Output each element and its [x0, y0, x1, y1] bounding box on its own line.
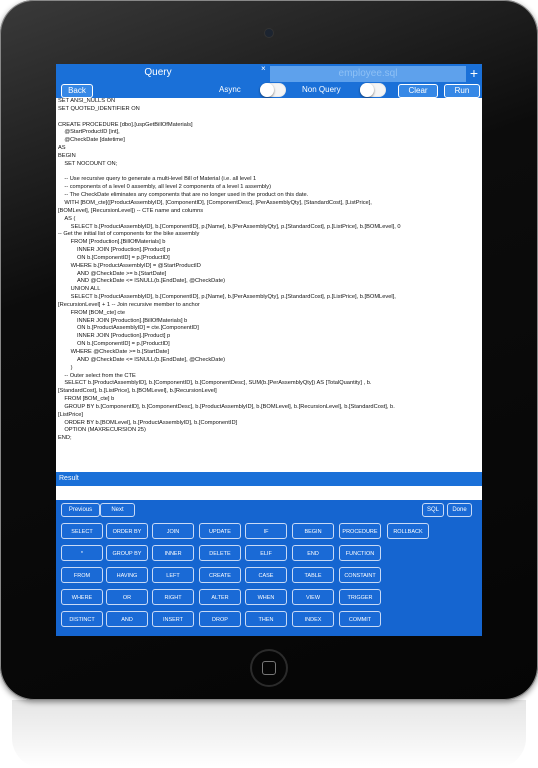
- home-square-icon: [262, 661, 276, 675]
- key-begin[interactable]: BEGIN: [292, 523, 334, 539]
- run-button[interactable]: Run: [444, 84, 480, 98]
- key-where[interactable]: WHERE: [61, 589, 103, 605]
- toggle-knob: [260, 83, 274, 97]
- key-then[interactable]: THEN: [245, 611, 287, 627]
- key-create[interactable]: CREATE: [199, 567, 241, 583]
- key-end[interactable]: END: [292, 545, 334, 561]
- key-order-by[interactable]: ORDER BY: [106, 523, 148, 539]
- sql-editor[interactable]: [56, 98, 482, 472]
- result-header: Result: [56, 472, 482, 486]
- key-procedure[interactable]: PROCEDURE: [339, 523, 381, 539]
- key-and[interactable]: AND: [106, 611, 148, 627]
- key-constaint[interactable]: CONSTAINT: [339, 567, 381, 583]
- async-label: Async: [219, 85, 241, 94]
- done-button[interactable]: Done: [447, 503, 472, 517]
- key-left[interactable]: LEFT: [152, 567, 194, 583]
- tab-employee-sql[interactable]: employee.sql: [270, 66, 466, 82]
- key-if[interactable]: IF: [245, 523, 287, 539]
- sql-text[interactable]: SET ANSI_NULLS ON SET QUOTED_IDENTIFIER ON CREATE PROCEDURE [dbo].[uspGetBillOfMaterials] @StartProductID [int], @CheckDate [datetime] AS BEGIN SET NOCOUNT ON; -- Use recursive query to generate a multi-level Bill of Material (i.e. all level 1 -- components of a level 0 assembly, all level 2 components of a level 1 assembly) -- The CheckDate eliminates any components that are no longer used in the product on this date. WITH [BOM_cte]([ProductAssemblyID], [ComponentID], [ComponentDesc], [PerAssemblyQty], [StandardCost], [ListPrice], [BOMLevel], [RecursionLevel]) -- CTE name and columns AS ( SELECT b.[ProductAssemblyID], b.[ComponentID], p.[Name], b.[PerAssemblyQty], p.[StandardCost], p.[ListPrice], b.[BOMLevel], 0 -- Get the initial list of components for the bike assembly FROM [Production].[BillOfMaterials] b INNER JOIN [Production].[Product] p ON b.[ComponentID] = p.[ProductID] WHERE b.[ProductAssemblyID] = @StartProductID AND @CheckDate >= b.[StartDate] AND @CheckDate <= ISNULL(b.[EndDate], @CheckDate) UNION ALL SELECT b.[ProductAssemblyID], b.[ComponentID], p.[Name], b.[PerAssemblyQty], p.[StandardCost], p.[ListPrice], b.[BOMLevel], [RecursionLevel] + 1 -- Join recursive member to anchor FROM [BOM_cte] cte INNER JOIN [Production].[BillOfMaterials] b ON b.[ProductAssemblyID] = cte.[ComponentID] INNER JOIN [Production].[Product] p ON b.[ComponentID] = p.[ProductID] WHERE @CheckDate >= b.[StartDate] AND @CheckDate <= ISNULL(b.[EndDate], @CheckDate) ) -- Outer select from the CTE SELECT b.[ProductAssemblyID], b.[ComponentID], b.[ComponentDesc], SUM(b.[PerAssemblyQty]) AS [TotalQuantity] , b. [StandardCost], b.[ListPrice], b.[BOMLevel], b.[RecursionLevel] FROM [BOM_cte] b GROUP BY b.[ComponentID], b.[ComponentDesc], b.[ProductAssemblyID], b.[BOMLevel], b.[RecursionLevel], b.[StandardCost], b. [ListPrice] ORDER BY b.[BOMLevel], b.[ProductAssemblyID], b.[ComponentID] OPTION (MAXRECURSION 25) END;: [58, 98, 401, 442]
- key-delete[interactable]: DELETE: [199, 545, 241, 561]
- non-query-label: Non Query: [302, 85, 341, 94]
- key-drop[interactable]: DROP: [199, 611, 241, 627]
- sql-keyboard: [56, 500, 482, 636]
- key-trigger[interactable]: TRIGGER: [339, 589, 381, 605]
- key-alter[interactable]: ALTER: [199, 589, 241, 605]
- device-reflection: [12, 700, 526, 768]
- non-query-toggle[interactable]: [360, 83, 386, 97]
- key-insert[interactable]: INSERT: [152, 611, 194, 627]
- key-case[interactable]: CASE: [245, 567, 287, 583]
- key-table[interactable]: TABLE: [292, 567, 334, 583]
- close-tab-icon[interactable]: ×: [261, 64, 266, 73]
- sql-button[interactable]: SQL: [422, 503, 444, 517]
- async-toggle[interactable]: [260, 83, 286, 97]
- key-rollback[interactable]: ROLLBACK: [387, 523, 429, 539]
- previous-button[interactable]: Previous: [61, 503, 100, 517]
- key-select[interactable]: SELECT: [61, 523, 103, 539]
- add-tab-icon[interactable]: +: [469, 65, 479, 81]
- back-button[interactable]: Back: [61, 84, 93, 98]
- query-toolbar: [56, 82, 482, 98]
- key-update[interactable]: UPDATE: [199, 523, 241, 539]
- tab-query[interactable]: Query: [144, 67, 172, 78]
- key-group-by[interactable]: GROUP BY: [106, 545, 148, 561]
- key-when[interactable]: WHEN: [245, 589, 287, 605]
- clear-button[interactable]: Clear: [398, 84, 438, 98]
- key-or[interactable]: OR: [106, 589, 148, 605]
- key-elif[interactable]: ELIF: [245, 545, 287, 561]
- key-asterisk[interactable]: *: [61, 545, 103, 561]
- key-view[interactable]: VIEW: [292, 589, 334, 605]
- app-screen: [56, 64, 482, 636]
- key-inner[interactable]: INNER: [152, 545, 194, 561]
- next-button[interactable]: Next: [100, 503, 135, 517]
- result-panel: [56, 486, 482, 500]
- toggle-knob: [360, 83, 374, 97]
- key-index[interactable]: INDEX: [292, 611, 334, 627]
- key-function[interactable]: FUNCTION: [339, 545, 381, 561]
- key-right[interactable]: RIGHT: [152, 589, 194, 605]
- front-camera: [265, 29, 273, 37]
- key-commit[interactable]: COMMIT: [339, 611, 381, 627]
- key-join[interactable]: JOIN: [152, 523, 194, 539]
- tab-bar: [56, 64, 482, 82]
- key-from[interactable]: FROM: [61, 567, 103, 583]
- key-distinct[interactable]: DISTINCT: [61, 611, 103, 627]
- key-having[interactable]: HAVING: [106, 567, 148, 583]
